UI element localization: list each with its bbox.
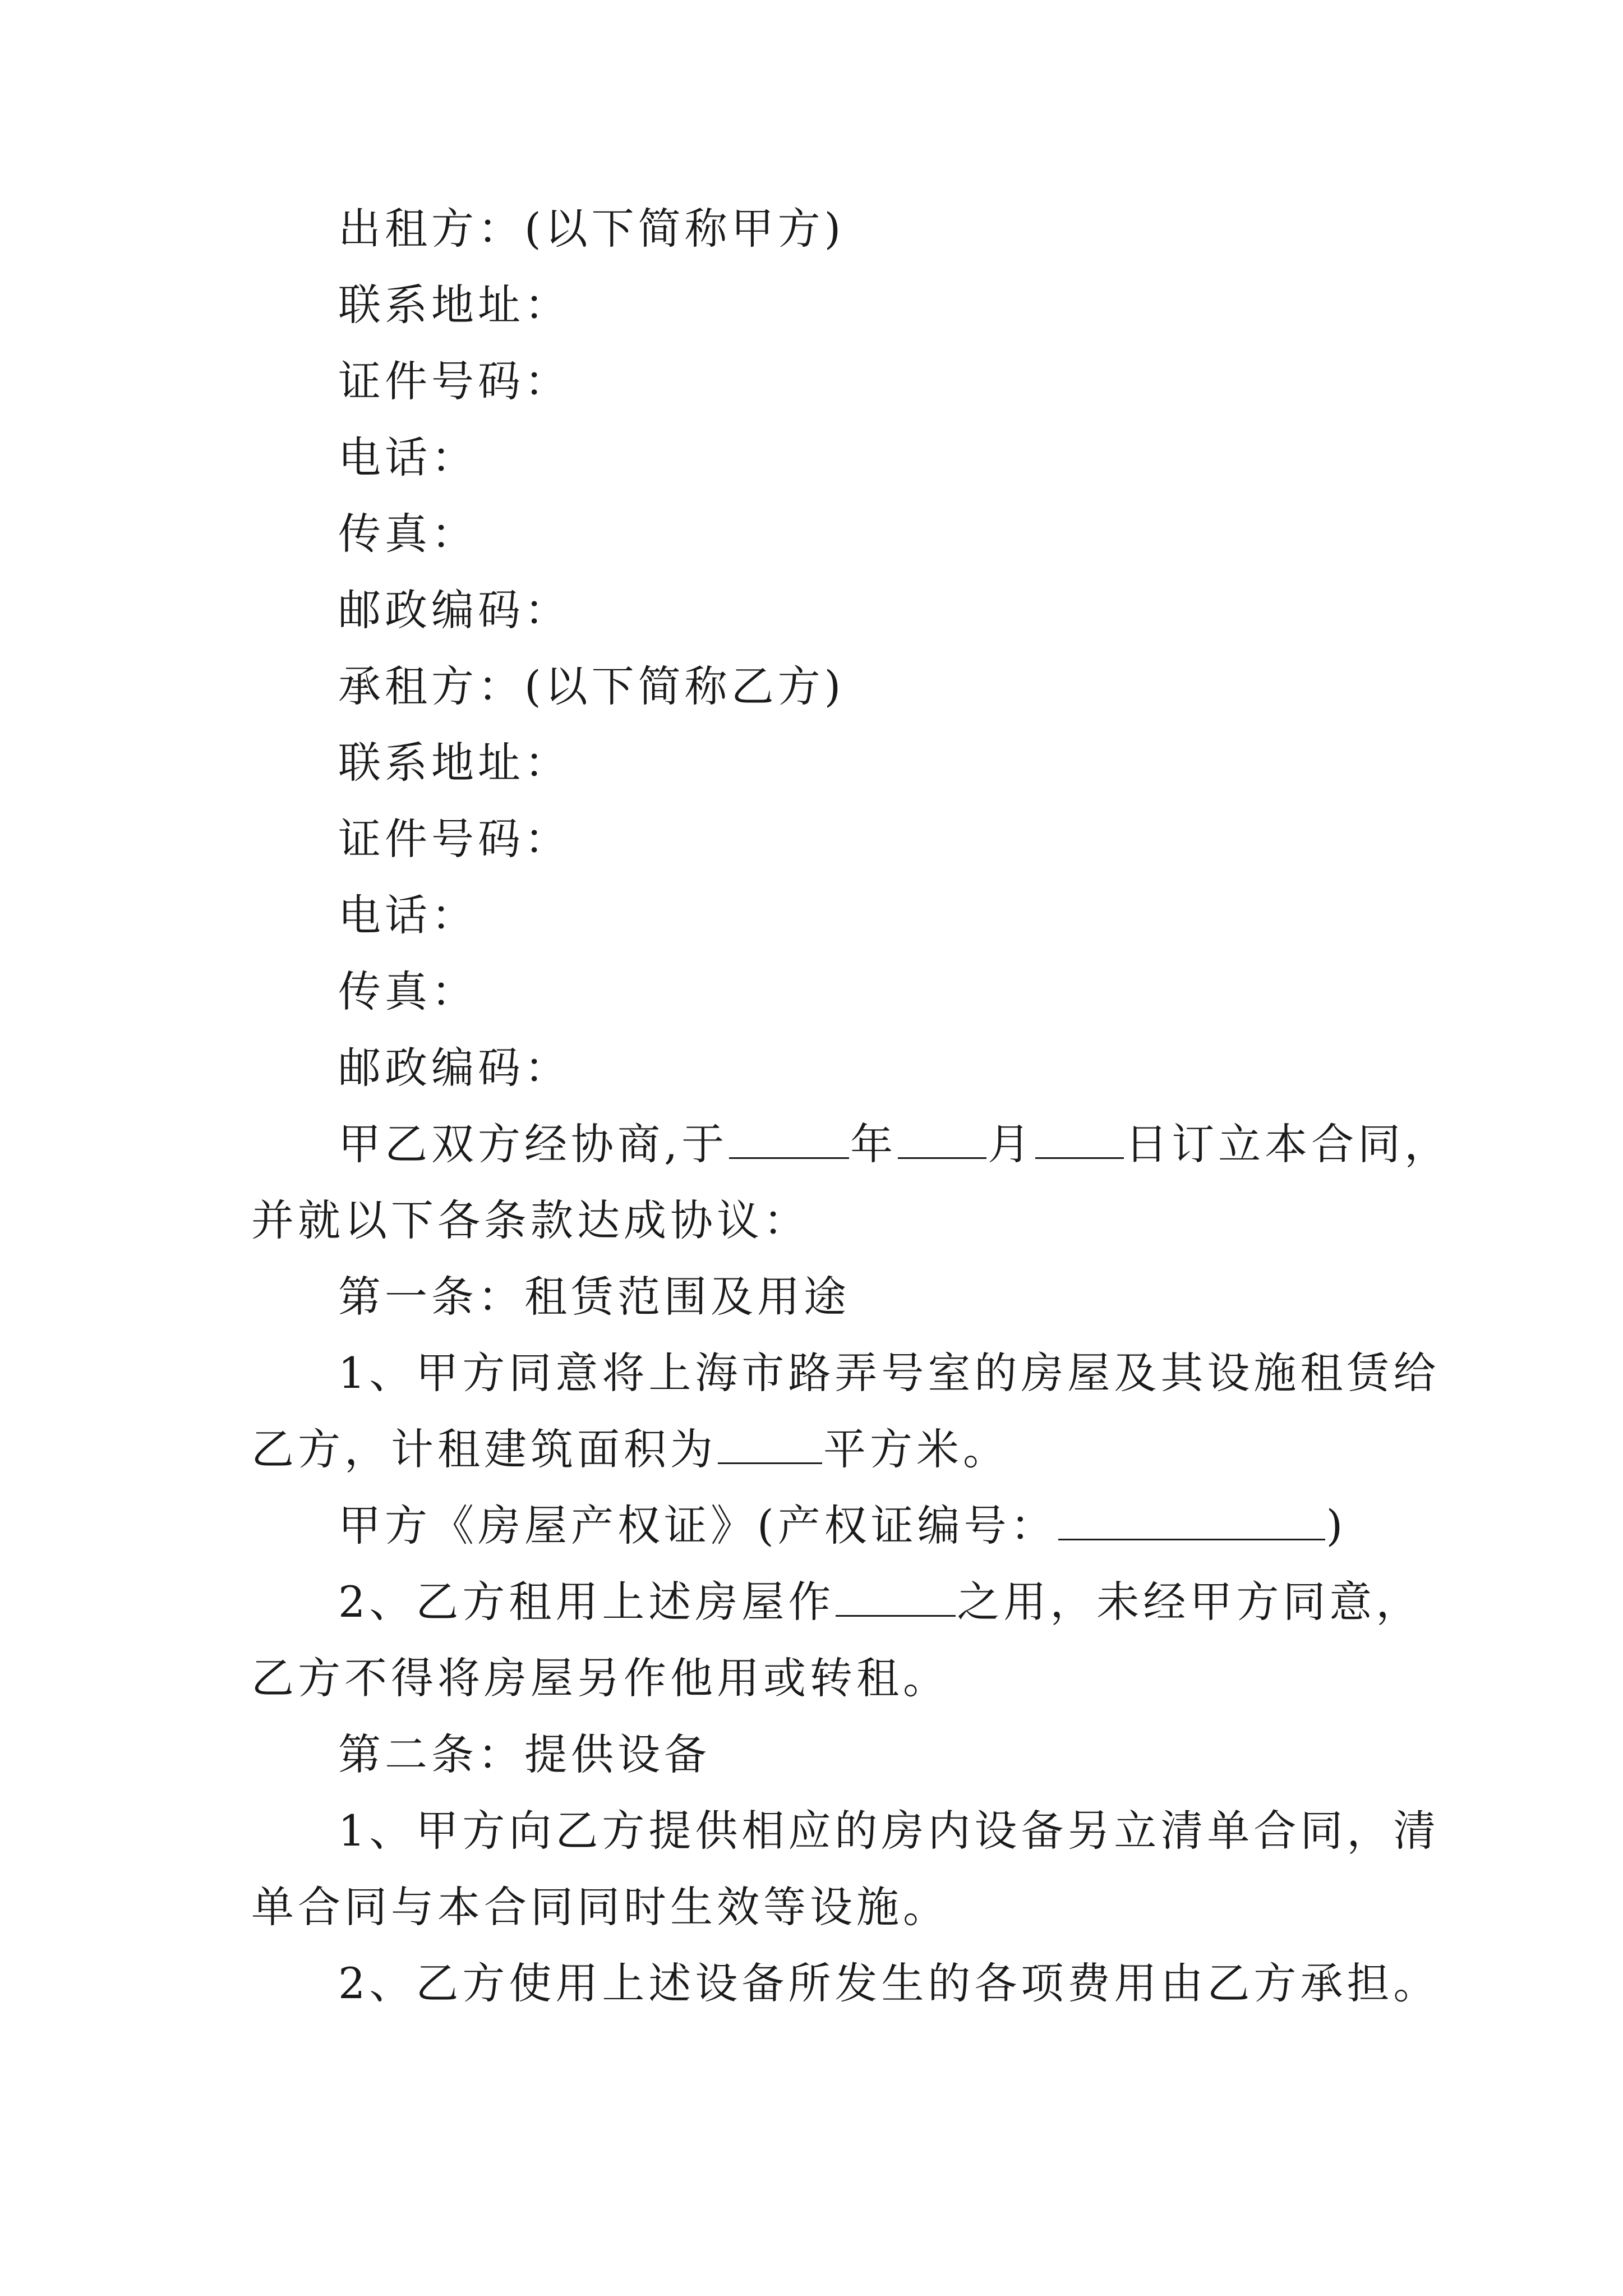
article-1-item-2-line-1 xyxy=(251,1564,1423,1640)
article-1-title: 第一条：租赁范围及用途 xyxy=(338,1272,850,1322)
lessor-fax-field: 传真： xyxy=(338,509,478,559)
lessee-postcode-field: 邮政编码： xyxy=(338,1043,571,1093)
area-blank xyxy=(718,1423,822,1464)
lessee-fax-field: 传真： xyxy=(338,967,478,1016)
article-2-title: 第二条：提供设备 xyxy=(338,1729,711,1779)
use-blank xyxy=(836,1576,956,1617)
lessor-label: 出租方：(以下简称甲方) xyxy=(338,204,845,254)
article-2-item-1-line-2: 单合同与本合同同时生效等设施。 xyxy=(251,1882,949,1932)
agreement-line-1 xyxy=(251,1106,1451,1182)
lessee-address-field: 联系地址： xyxy=(338,738,571,788)
lessee-phone-field: 电话： xyxy=(338,890,478,940)
lessor-address-field: 联系地址： xyxy=(338,280,571,330)
article-1-item-1-line-1: 1、甲方同意将上海市路弄号室的房屋及其设施租赁给 xyxy=(338,1348,1440,1398)
lessor-phone-field: 电话： xyxy=(338,432,478,482)
article-1-item-2-line-2: 乙方不得将房屋另作他用或转租。 xyxy=(251,1653,949,1703)
article-2-item-2: 2、乙方使用上述设备所发生的各项费用由乙方承担。 xyxy=(338,1958,1440,2008)
lessee-label: 承租方：(以下简称乙方) xyxy=(338,661,845,711)
lessor-id-field: 证件号码： xyxy=(338,356,571,406)
month-blank xyxy=(898,1118,986,1159)
article-2-item-1-line-1: 1、甲方向乙方提供相应的房内设备另立清单合同，清 xyxy=(338,1806,1440,1856)
cert-number-blank xyxy=(1058,1499,1325,1540)
agreement-intro: 甲乙双方经协商,于 xyxy=(338,1119,728,1169)
year-label: 年 xyxy=(850,1119,897,1169)
day-blank xyxy=(1035,1118,1124,1159)
agreement-line-2: 并就以下各条款达成协议： xyxy=(251,1195,810,1245)
cert-intro: 甲方《房屋产权证》(产权证编号： xyxy=(338,1501,1057,1550)
day-label: 日订立本合同， xyxy=(1125,1119,1451,1169)
lessee-id-field: 证件号码： xyxy=(338,814,571,864)
lessor-postcode-field: 邮政编码： xyxy=(338,585,571,635)
article-1-cert-line xyxy=(251,1488,1373,1564)
use-rest: 之用，未经甲方同意， xyxy=(957,1577,1423,1627)
cert-close: ) xyxy=(1326,1501,1347,1550)
month-label: 月 xyxy=(988,1119,1035,1169)
article-1-item-1-line-2 xyxy=(251,1411,1373,1488)
use-intro: 2、乙方租用上述房屋作 xyxy=(338,1577,835,1627)
year-blank xyxy=(729,1118,849,1159)
area-intro: 乙方，计租建筑面积为 xyxy=(251,1424,717,1474)
area-unit: 平方米。 xyxy=(823,1424,1009,1474)
contract-body xyxy=(251,191,1451,2022)
